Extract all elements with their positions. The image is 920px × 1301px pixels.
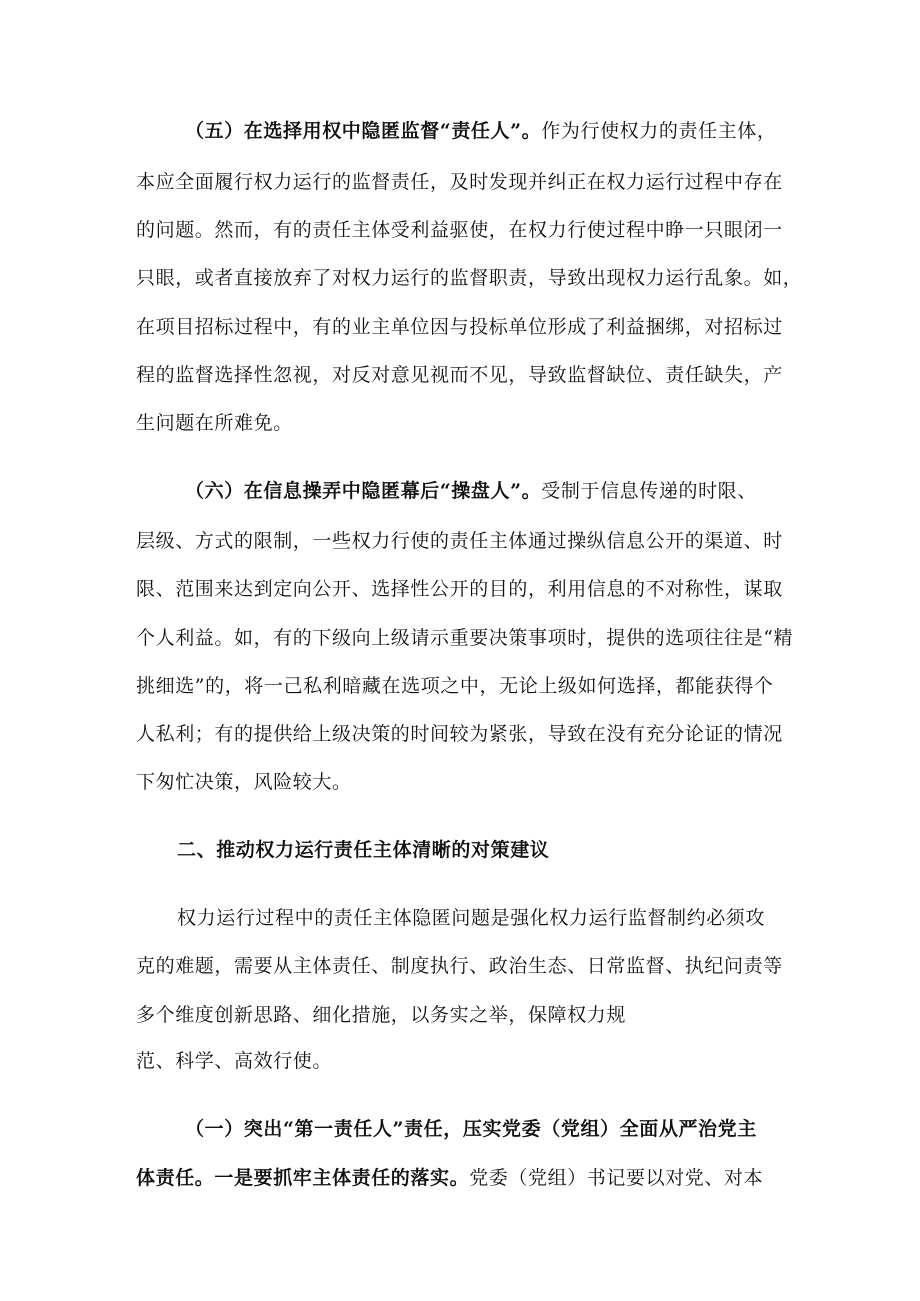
paragraph-line: 本应全面履行权力运行的监督责任，及时发现并纠正在权力运行过程中存在: [136, 171, 783, 193]
heading-text: （五）在选择用权中隐匿监督“责任人”。: [185, 120, 542, 142]
body-text: 作为行使权力的责任主体，: [541, 120, 777, 142]
paragraph-line: [136, 479, 802, 503]
body-text: 党委（党组）书记要以对党、对本: [469, 1167, 764, 1189]
paragraph-line: 克的难题，需要从主体责任、制度执行、政治生态、日常监督、执纪问责等: [136, 955, 783, 977]
paragraph-line: [136, 119, 802, 143]
paragraph-line: 挑细选”的，将一己私利暗藏在选项之中，无论上级如何选择，都能获得个: [136, 675, 774, 697]
paragraph-line: 层级、方式的限制，一些权力行使的责任主体通过操纵信息公开的渠道、时: [136, 530, 783, 552]
heading-text: （六）在信息操弄中隐匿幕后“操盘人”。: [185, 480, 542, 502]
paragraph-line: 程的监督选择性忽视，对反对意见视而不见，导致监督缺位、责任缺失，产: [136, 364, 783, 386]
paragraph-line: 多个维度创新思路、细化措施，以务实之举，保障权力规: [136, 1004, 627, 1026]
paragraph-line: 人私利；有的提供给上级决策的时间较为紧张，导致在没有充分论证的情况: [136, 723, 783, 745]
section-heading: 二、推动权力运行责任主体清晰的对策建议: [177, 839, 550, 861]
paragraph-line: 限、范围来达到定向公开、选择性公开的目的，利用信息的不对称性，谋取: [136, 578, 783, 600]
paragraph-line: [136, 1166, 802, 1190]
paragraph-line: 权力运行过程中的责任主体隐匿问题是强化权力运行监督制约必须攻: [177, 907, 766, 929]
heading-text: 体责任。一是要抓牢主体责任的落实。: [136, 1167, 470, 1189]
paragraph-line: 在项目招标过程中，有的业主单位因与投标单位形成了利益捆绑，对招标过: [136, 316, 783, 338]
body-text: 受制于信息传递的时限、: [541, 480, 757, 502]
paragraph-line: 生问题在所难免。: [136, 412, 293, 434]
paragraph-line: （一）突出“第一责任人”责任，压实党委（党组）全面从严治党主: [185, 1118, 757, 1140]
paragraph-line: 只眼，或者直接放弃了对权力运行的监督职责，导致出现权力运行乱象。如，: [136, 267, 803, 289]
paragraph-line: 下匆忙决策，风险较大。: [136, 771, 352, 793]
paragraph-line: 个人利益。如，有的下级向上级请示重要决策事项时，提供的选项往往是“精: [136, 627, 794, 649]
paragraph-line: 范、科学、高效行使。: [136, 1050, 333, 1072]
paragraph-line: 的问题。然而，有的责任主体受利益驱使，在权力行使过程中睁一只眼闭一: [136, 219, 783, 241]
